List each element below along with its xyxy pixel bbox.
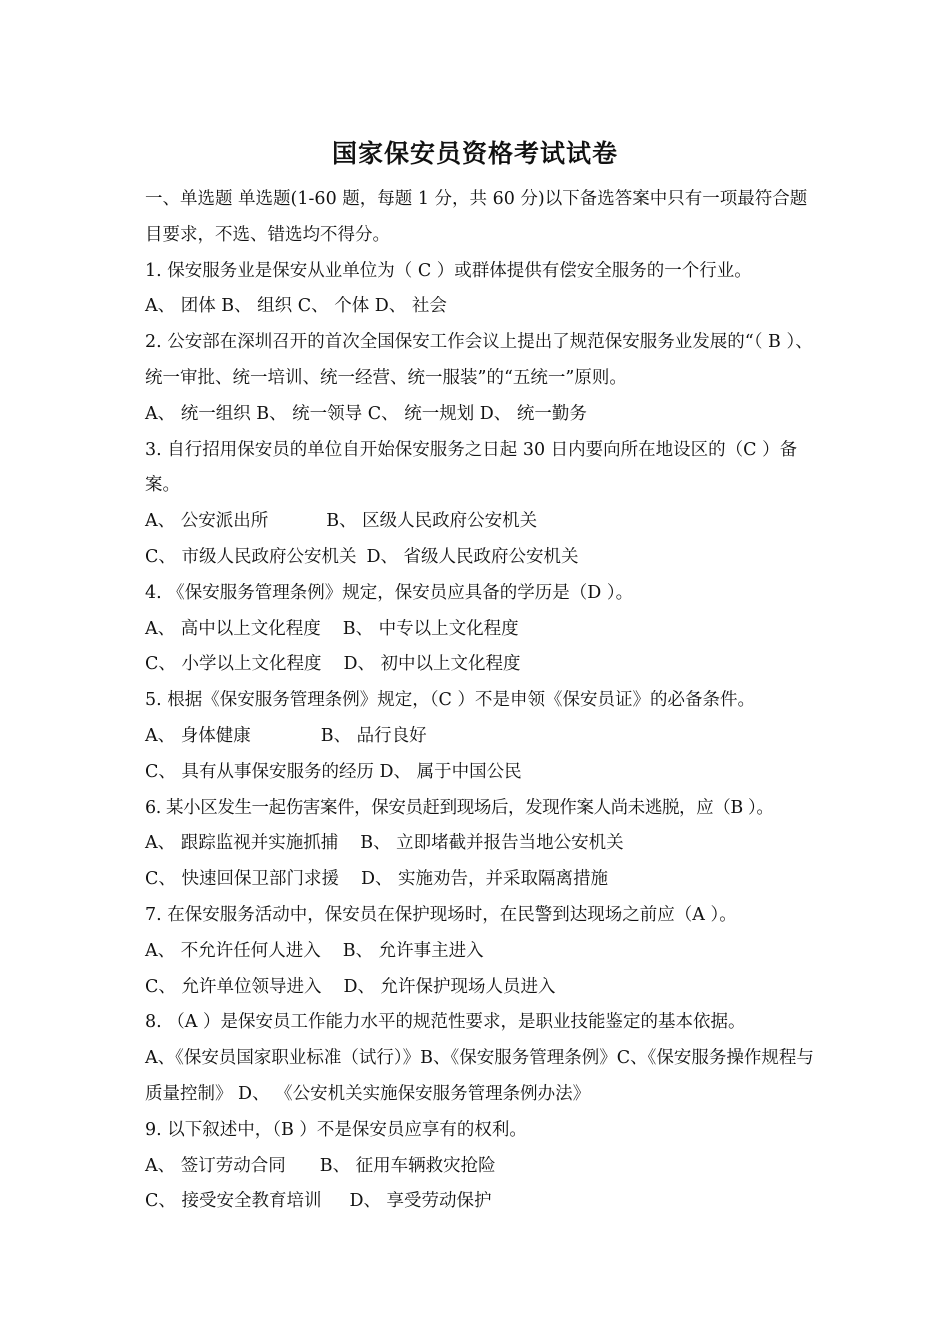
option-a: A、 不允许任何人进入 [145, 940, 321, 961]
question-6-options-row-2 [145, 862, 815, 898]
question-2-options: A、 统一组织 B、 统一领导 C、 统一规划 D、 统一勤务 [145, 403, 587, 424]
option-a: A、 公安派出所 [145, 511, 269, 532]
option-b: B、 中专以上文化程度 [342, 618, 519, 639]
section-intro: 一、单选题 单选题(1-60 题，每题 1 分，共 60 分)以下备选答案中只有一项最符合题目要求，不选、错选均不得分。 [145, 189, 808, 245]
question-5-options-row-1 [145, 719, 815, 755]
question-4-options-row-2 [145, 647, 815, 683]
option-c: C、 小学以上文化程度 [145, 654, 322, 675]
question-4: 4. 《保安服务管理条例》规定，保安员应具备的学历是（D ）。 [145, 582, 634, 603]
question-6: 6. 某小区发生一起伤害案件，保安员赶到现场后，发现作案人尚未逃脱，应（B ）。 [145, 797, 774, 818]
option-d: D、 允许保护现场人员进入 [343, 976, 556, 997]
question-5: 5. 根据《保安服务管理条例》规定，（C ）不是申领《保安员证》的必备条件。 [145, 690, 755, 711]
question-1-options: A、 团体 B、 组织 C、 个体 D、 社会 [145, 296, 447, 317]
question-6-options-row-1 [145, 826, 815, 862]
question-3-options-row-1 [145, 504, 815, 540]
question-9-options-row-1 [145, 1149, 815, 1185]
question-1: 1. 保安服务业是保安从业单位为（ C ）或群体提供有偿安全服务的一个行业。 [145, 260, 752, 281]
option-c: C、 允许单位领导进入 [145, 976, 322, 997]
question-7-options-row-2 [145, 970, 815, 1006]
page-title: 国家保安员资格考试试卷 [331, 139, 618, 168]
question-3: 3. 自行招用保安员的单位自开始保安服务之日起 30 日内要向所在地设区的（C ）备案。 [145, 439, 798, 496]
question-4-options-row-1 [145, 612, 815, 648]
option-b: B、 允许事主进入 [342, 940, 484, 961]
option-a: A、 高中以上文化程度 [145, 618, 321, 639]
option-b: B、 征用车辆救灾抢险 [319, 1155, 496, 1176]
option-c: C、 市级人民政府公安机关 [145, 546, 357, 567]
question-7-options-row-1 [145, 934, 815, 970]
option-a: A、 身体健康 [145, 725, 251, 746]
option-b: B、 立即堵截并报告当地公安机关 [360, 833, 624, 854]
option-d: D、 享受劳动保护 [349, 1191, 492, 1212]
question-9-options-row-2 [145, 1184, 815, 1220]
question-2: 2. 公安部在深圳召开的首次全国保安工作会议上提出了规范保安服务业发展的“（ B ）、统一审批、统一培训、统一经营、统一服装”的“五统一”原则。 [145, 332, 813, 388]
question-3-options-row-2 [145, 540, 815, 576]
option-c: C、 快速回保卫部门求援 [145, 869, 339, 890]
option-b: B、 品行良好 [320, 725, 427, 746]
option-a: A、 签订劳动合同 [145, 1155, 286, 1176]
question-8: 8. （A ）是保安员工作能力水平的规范性要求，是职业技能鉴定的基本依据。 [145, 1012, 746, 1033]
option-d: D、 省级人民政府公安机关 [366, 546, 579, 567]
option-b: B、 区级人民政府公安机关 [326, 511, 538, 532]
option-d: D、 实施劝告，并采取隔离措施 [360, 869, 609, 890]
option-a: A、 跟踪监视并实施抓捕 [145, 833, 339, 854]
option-d: D、 初中以上文化程度 [343, 654, 521, 675]
question-8-options: A、《保安员国家职业标准（试行）》B、《保安服务管理条例》C、《保安服务操作规程与质量控制》 D、 《公安机关实施保安服务管理条例办法》 [145, 1048, 814, 1104]
option-c: C、 接受安全教育培训 [145, 1191, 322, 1212]
question-list [145, 182, 815, 1220]
question-7: 7. 在保安服务活动中，保安员在保护现场时，在民警到达现场之前应（A ）。 [145, 904, 737, 925]
question-9: 9. 以下叙述中，（B ）不是保安员应享有的权利。 [145, 1119, 527, 1140]
question-5-options-row-2: C、 具有从事保安服务的经历 D、 属于中国公民 [145, 761, 522, 782]
